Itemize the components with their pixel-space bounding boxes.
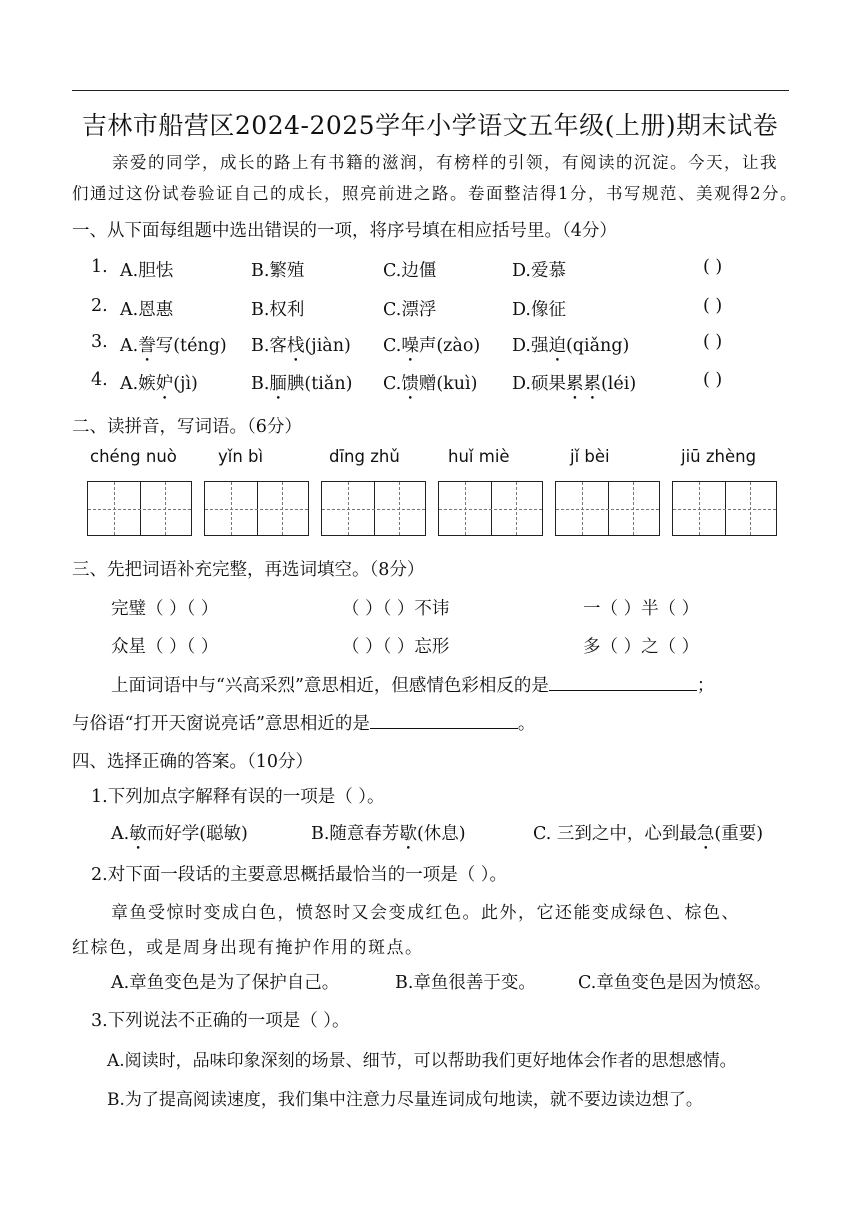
s1-row-3-option-c: C.噪声(zào): [383, 336, 481, 356]
fill-question-2: 与俗语“打开天窗说亮话”意思相近的是 。: [72, 714, 536, 734]
section1-heading: 一、从下面每组题中选出错误的一项，将序号填在相应括号里。（4分）: [72, 221, 617, 241]
pinyin-3: dīng zhǔ: [329, 447, 400, 466]
s1-row-1-option-a: A.胆怯: [120, 261, 174, 281]
s1-row-4-option-c: C.馈赠(kuì): [383, 374, 478, 394]
idiom-1-2[interactable]: （ ）（ ）不讳: [342, 599, 450, 619]
s4-q1-option-b[interactable]: B.随意春芳歇(休息): [311, 824, 466, 844]
s1-row-3-option-d: D.强迫(qiǎng): [512, 336, 630, 356]
s4-q2-stem: 2.对下面一段话的主要意思概括最恰当的一项是（ ）。: [91, 865, 508, 885]
fill-question-1: 上面词语中与“兴高采烈”意思相近，但感情色彩相反的是 ；: [111, 676, 715, 696]
s1-row-2-option-b: B.权利: [251, 300, 305, 320]
s1-row-4-option-a: A.嫉妒(jì): [120, 374, 198, 394]
s1-row-3-answer-paren[interactable]: ( ): [703, 332, 723, 352]
pinyin-6: jiū zhèng: [681, 447, 757, 466]
pinyin-5: jǐ bèi: [570, 447, 610, 466]
s4-q2-passage-line-2: 红棕色，或是周身出现有掩护作用的斑点。: [72, 938, 424, 958]
s1-row-3-option-a: A.誊写(téng): [120, 336, 227, 356]
s1-row-4-option-d: D.硕果累累(léi): [512, 374, 637, 394]
s4-q1-option-a[interactable]: A.敏而好学(聪敏): [111, 824, 248, 844]
idiom-2-3[interactable]: 多（ ）之（ ）: [583, 637, 700, 657]
s1-row-2-option-d: D.像征: [512, 300, 566, 320]
s1-row-1-answer-paren[interactable]: ( ): [703, 257, 723, 277]
pinyin-1: chéng nuò: [90, 447, 177, 466]
writing-grid-1[interactable]: [87, 481, 192, 536]
s4-q2-passage-line-1: 章鱼受惊时变成白色，愤怒时又会变成红色。此外，它还能变成绿色、棕色、: [111, 903, 740, 923]
intro-line-1: 亲爱的同学，成长的路上有书籍的滋润，有榜样的引领，有阅读的沉淀。今天，让我: [112, 153, 778, 172]
top-rule: [72, 90, 789, 91]
s4-q2-option-b[interactable]: B.章鱼很善于变。: [395, 973, 536, 993]
s1-row-1-option-b: B.繁殖: [251, 261, 305, 281]
pinyin-2: yǐn bì: [218, 447, 264, 466]
s1-row-4-option-b: B.腼腆(tiǎn): [251, 374, 353, 394]
idiom-2-1[interactable]: 众星（ ）（ ）: [111, 637, 219, 657]
fill-blank-1[interactable]: [549, 674, 697, 691]
intro-line-2: 们通过这份试卷验证自己的成长，照亮前进之路。卷面整洁得1分，书写规范、美观得2分。: [72, 184, 798, 203]
writing-grid-5[interactable]: [555, 481, 660, 536]
writing-grid-3[interactable]: [321, 481, 426, 536]
fill-blank-2[interactable]: [370, 712, 518, 729]
s1-row-2-answer-paren[interactable]: ( ): [703, 296, 723, 316]
pinyin-4: huǐ miè: [448, 447, 510, 466]
s1-row-1-num: 1.: [91, 257, 108, 277]
s4-q3-stem: 3.下列说法不正确的一项是（ ）。: [91, 1011, 350, 1031]
s1-row-3-num: 3.: [91, 332, 108, 352]
s1-row-1-option-d: D.爱慕: [512, 261, 566, 281]
s1-row-3-option-b: B.客栈(jiàn): [251, 336, 351, 356]
section2-heading: 二、读拼音，写词语。（6分）: [72, 417, 302, 437]
s1-row-1-option-c: C.边僵: [383, 261, 437, 281]
s4-q1-stem: 1.下列加点字解释有误的一项是（ ）。: [91, 787, 385, 807]
idiom-2-2[interactable]: （ ）（ ）忘形: [342, 637, 450, 657]
writing-grid-2[interactable]: [204, 481, 309, 536]
s1-row-4-answer-paren[interactable]: ( ): [703, 370, 723, 390]
idiom-1-1[interactable]: 完璧（ ）（ ）: [111, 599, 219, 619]
idiom-1-3[interactable]: 一（ ）半（ ）: [583, 599, 700, 619]
s1-row-2-num: 2.: [91, 296, 108, 316]
writing-grid-4[interactable]: [438, 481, 543, 536]
section3-heading: 三、先把词语补充完整，再选词填空。（8分）: [72, 560, 425, 580]
writing-grid-6[interactable]: [672, 481, 777, 536]
s4-q3-option-a[interactable]: A.阅读时，品味印象深刻的场景、细节，可以帮助我们更好地体会作者的思想感情。: [107, 1051, 737, 1071]
s1-row-4-num: 4.: [91, 370, 108, 390]
s4-q1-option-c[interactable]: C. 三到之中，心到最急(重要): [533, 824, 764, 844]
section4-heading: 四、选择正确的答案。（10分）: [72, 752, 314, 772]
s4-q2-option-a[interactable]: A.章鱼变色是为了保护自己。: [111, 973, 340, 993]
s1-row-2-option-c: C.漂浮: [383, 300, 437, 320]
s4-q2-option-c[interactable]: C.章鱼变色是因为愤怒。: [578, 973, 772, 993]
page-title: 吉林市船营区2024-2025学年小学语文五年级(上册)期末试卷: [81, 111, 779, 140]
s4-q3-option-b[interactable]: B.为了提高阅读速度，我们集中注意力尽量连词成句地读，就不要边读边想了。: [107, 1090, 703, 1110]
s1-row-2-option-a: A.恩惠: [120, 300, 174, 320]
